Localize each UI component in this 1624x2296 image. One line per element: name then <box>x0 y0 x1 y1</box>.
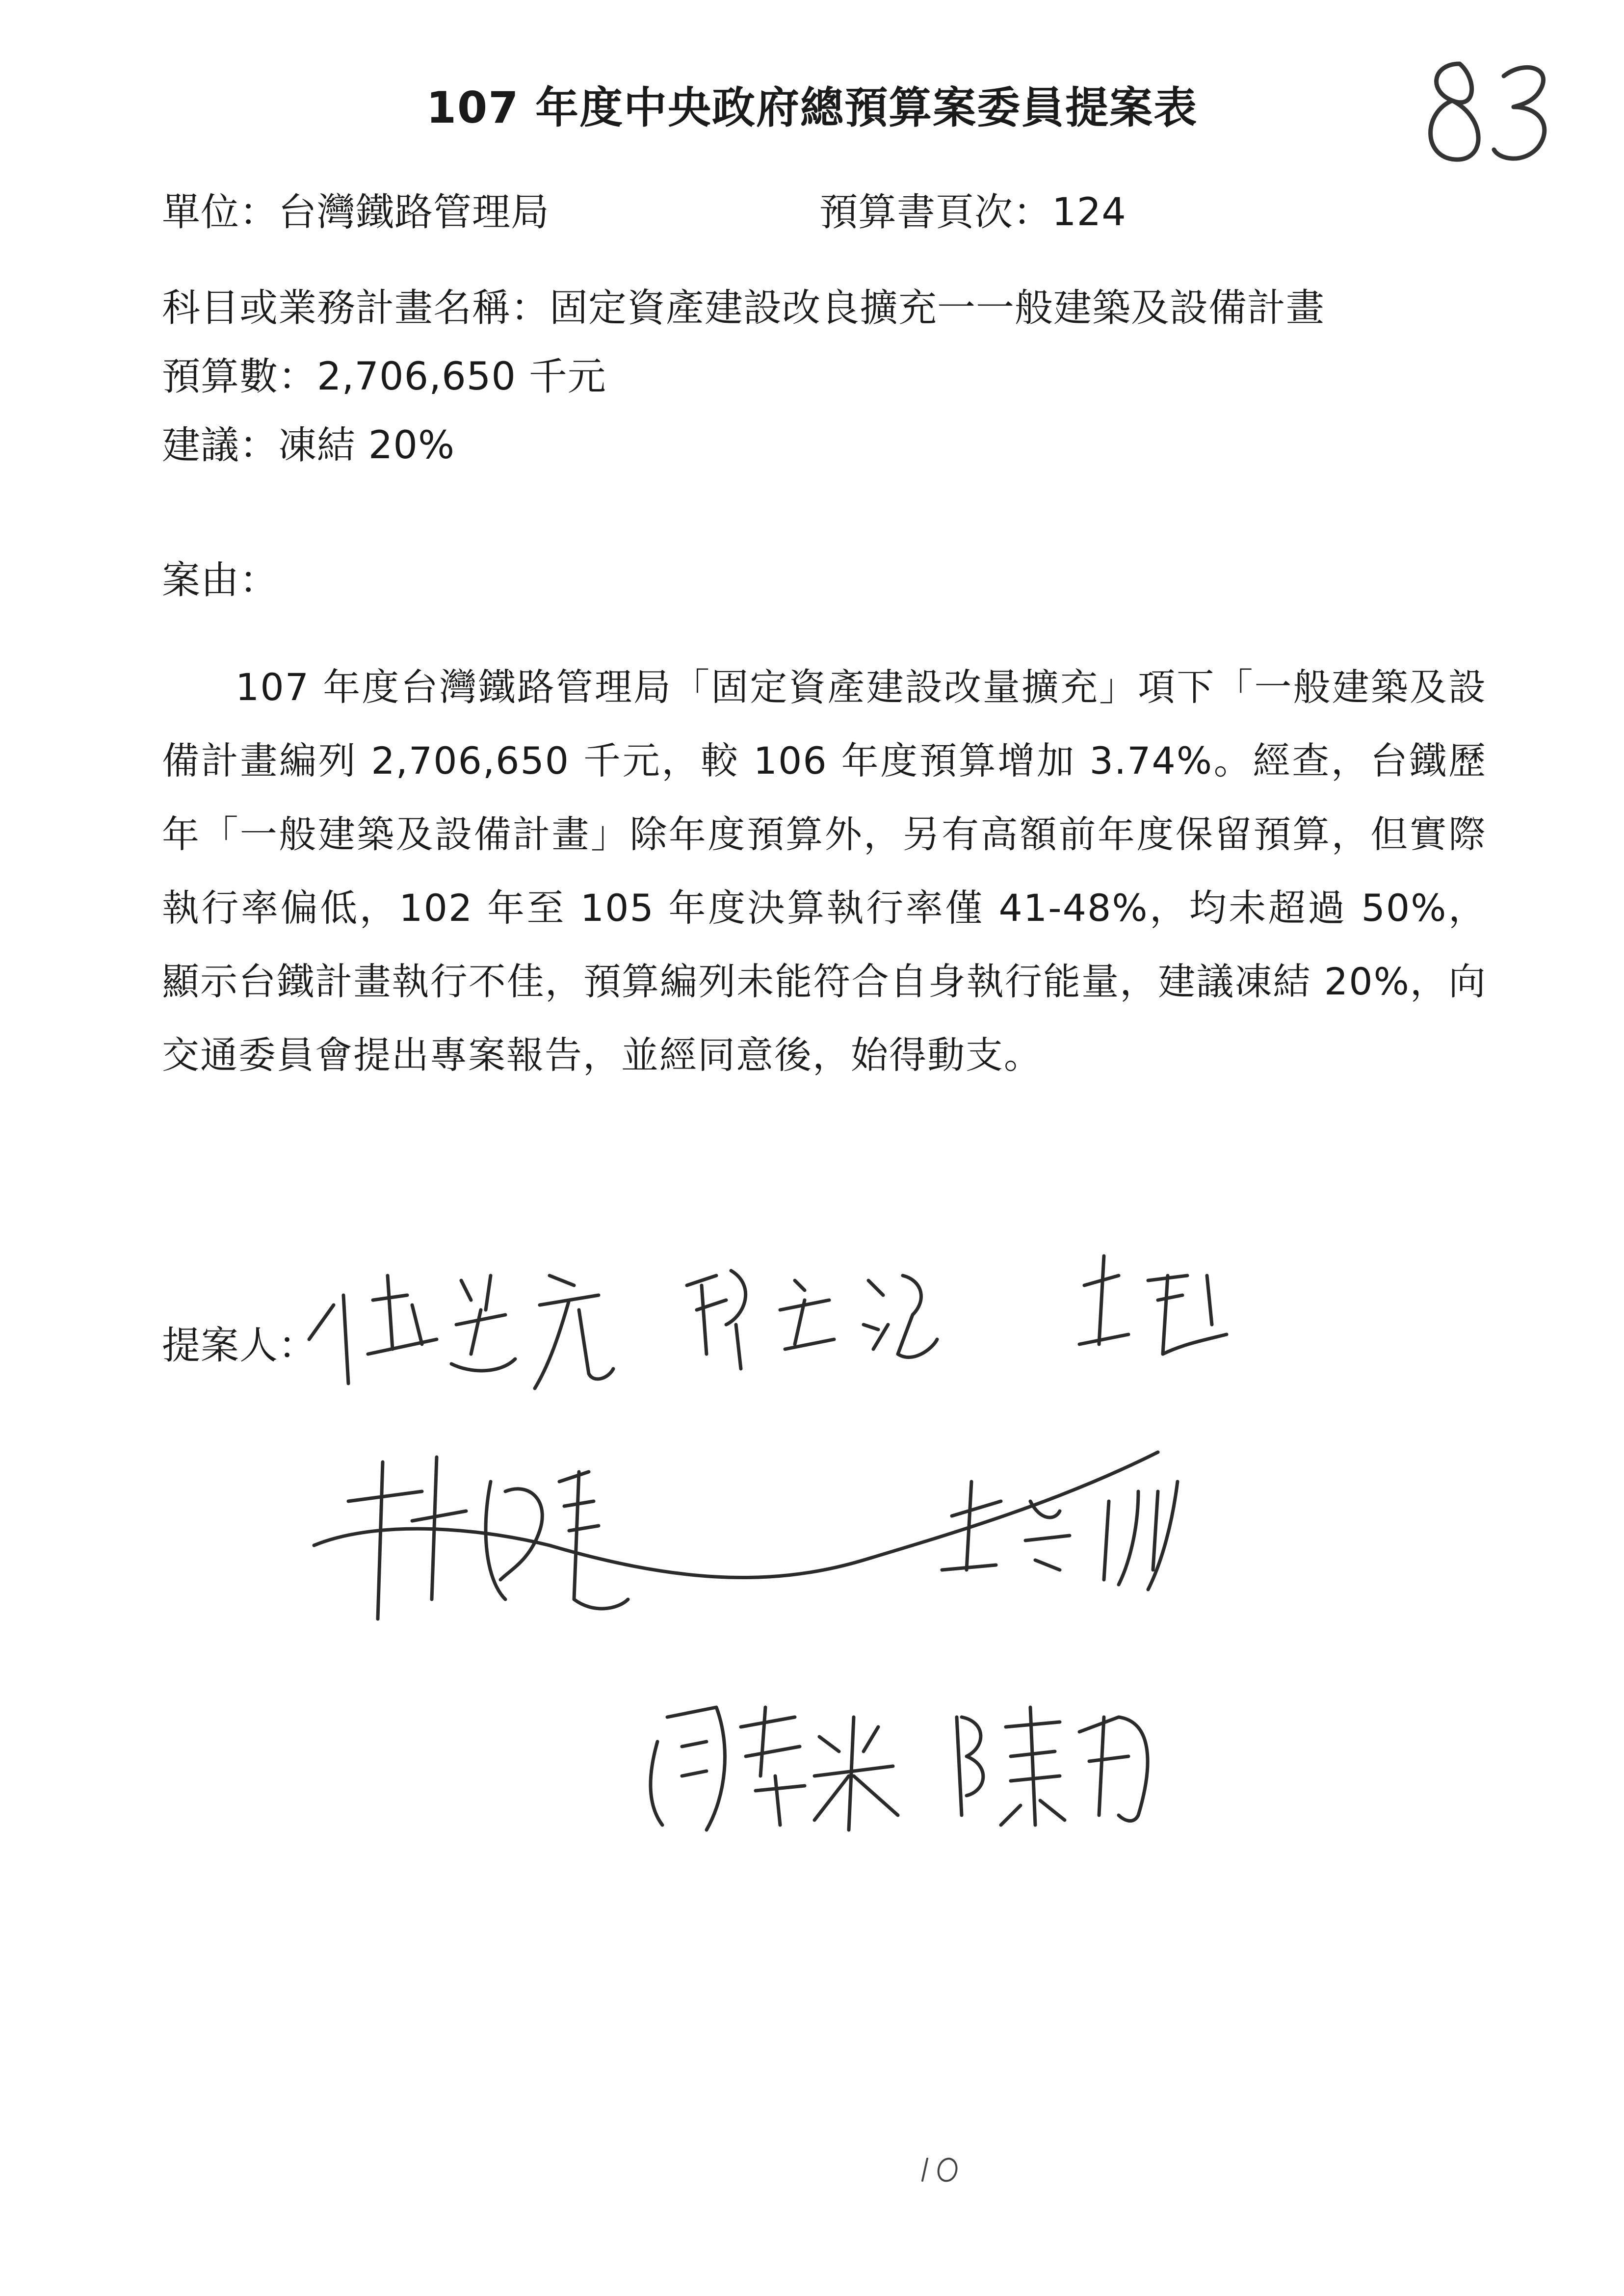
budget-page-ref: 預算書頁次：124 <box>819 190 1126 235</box>
signature-area <box>275 1226 1403 1864</box>
reason-label: 案由： <box>162 558 279 602</box>
budget-line: 預算數：2,706,650 千元 <box>162 355 606 399</box>
handwritten-page-mark <box>913 2149 971 2188</box>
reason-paragraph: 107 年度台灣鐵路管理局「固定資產建設改量擴充」項下「一般建築及設備計畫編列 2,706,650 千元，較 106 年度預算增加 3.74%。經查，台鐵歷年「一般建築及設備計畫」除年度預算外，另有高額前年度保留預算，但實際執行率偏低，102 年至 105 年度決算執行率僅 41-48%，均未超過 50%，顯示台鐵計畫執行不佳，預算編列未能符合自身執行能量，建議凍結 20%，向交通委員會提出專案報告，並經同意後，始得動支。 <box>162 665 1487 1077</box>
form-title: 107 年度中央政府總預算案委員提案表 <box>426 82 1198 133</box>
subject-line: 科目或業務計畫名稱：固定資產建設改良擴充一一般建築及設備計畫 <box>162 286 1325 330</box>
unit-label: 單位：台灣鐵路管理局 <box>162 190 550 235</box>
proposer-label: 提案人： <box>162 1324 317 1368</box>
handwritten-page-number <box>1413 49 1560 177</box>
handwritten-signatures <box>275 1226 1403 1864</box>
suggestion-line: 建議：凍結 20% <box>162 423 455 468</box>
